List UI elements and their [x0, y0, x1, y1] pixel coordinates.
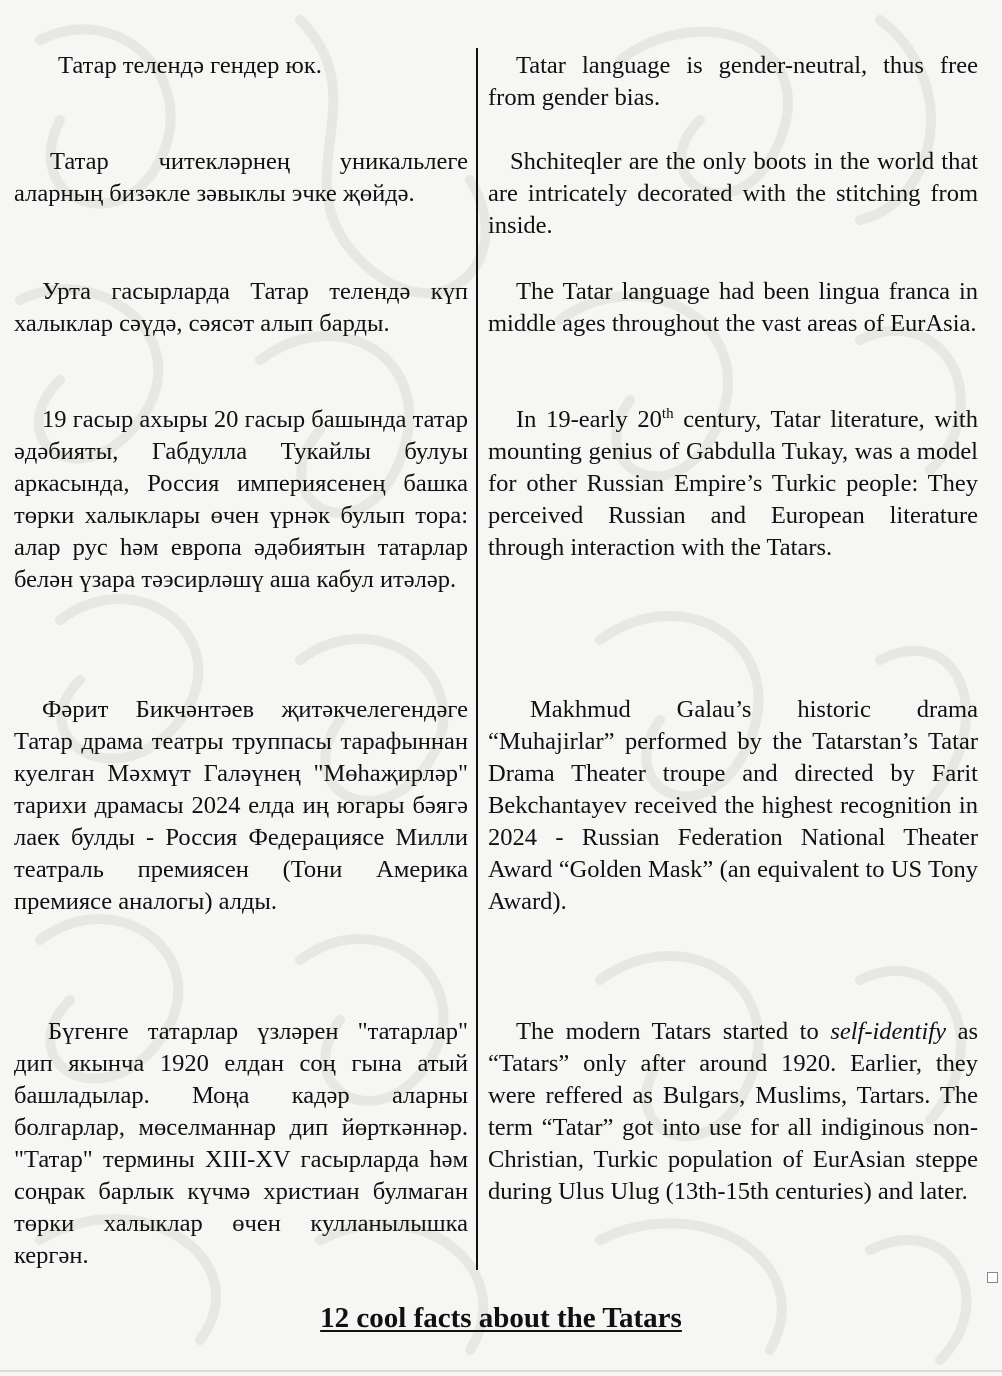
fact-tatar-6: Бүгенге татарлар үзләрен "татарлар" дип якынча 1920 елдан соң гына атый башладылар. Моңа кадәр аларны болгарлар, мөселманнар дип йөрткәннәр. "Татар" термины XIII-XV гасырларда һәм соңрак барлык күчмә христиан булмаган төрки халыклар өчен кулланылышка кергән. [14, 1018, 468, 1269]
fact-english-4-superscript: th [661, 405, 674, 422]
fact-english-5: Makhmud Galau’s historic drama “Muhajirlar” performed by the Tatarstan’s Tatar Drama Theater troupe and directed by Farit Bekchantayev received the highest recognition in 2024 - Russian Federation National Theater Award “Golden Mask” (an equivalent to US Tony Award). [488, 696, 978, 915]
column-divider [476, 48, 478, 1270]
fact-english-6 [488, 1016, 978, 1208]
fact-tatar-3: Урта гасырларда Татар телендә күп халыклар сәүдә, сәясәт алып барды. [14, 278, 468, 337]
fact-tatar-5: Фәрит Бикчәнтәев җитәкчелегендәге Татар драма театры труппасы тарафыннан куелган Мәхмүт Галәүнең "Мөһаҗирләр" тарихи драмасы 2024 елда иң югары бәягә лаек булды - Россия Федерациясе Милли театраль премиясен (Тони Америка премиясе аналогы) алды. [14, 696, 468, 915]
resize-handle[interactable] [987, 1272, 998, 1283]
fact-english-4-rest: century, Tatar literature, with mounting genius of Gabdulla Tukay, was a model for other Russian Empire’s Turkic people: They perceived Russian and European literature through interaction with the Tatars. [488, 406, 978, 561]
page-footer-title: 12 cool facts about the Tatars [320, 1302, 682, 1334]
fact-english-6-rest: as “Tatars” only after around 1920. Earlier, they were reffered as Bulgars, Muslims, Tartars. The term “Tatar” got into use for all indiginous non-Christian, Turkic population of EurAsian steppe during Ulus Ulug (13th-15th centuries) and later. [488, 1018, 978, 1205]
fact-tatar-1: Татар телендә гендер юк. [58, 52, 322, 79]
fact-english-6-start: The modern Tatars started to [516, 1018, 831, 1045]
fact-english-2: Shchiteqler are the only boots in the world that are intricately decorated with the stitching from inside. [488, 148, 978, 239]
fact-english-4 [488, 404, 978, 564]
page-bottom-border [0, 1370, 1002, 1372]
fact-english-6-emphasis: self-identify [830, 1018, 946, 1045]
fact-tatar-2: Татар читекләрнең уникальлеге аларның бизәкле зәвыклы эчке җөйдә. [14, 148, 468, 207]
fact-english-4-start: In 19-early 20 [516, 406, 662, 433]
fact-english-1: Tatar language is gender-neutral, thus free from gender bias. [488, 52, 978, 111]
fact-english-3: The Tatar language had been lingua franca in middle ages throughout the vast areas of EurAsia. [488, 278, 978, 337]
fact-tatar-4: 19 гасыр ахыры 20 гасыр башында татар әдәбияты, Габдулла Тукайлы булуы аркасында, Россия империясенең башка төрки халыклары өчен үрнәк булып тора: алар рус һәм европа әдәбиятын татарлар белән үзара тәэсирләшү аша кабул итәләр. [14, 406, 468, 593]
